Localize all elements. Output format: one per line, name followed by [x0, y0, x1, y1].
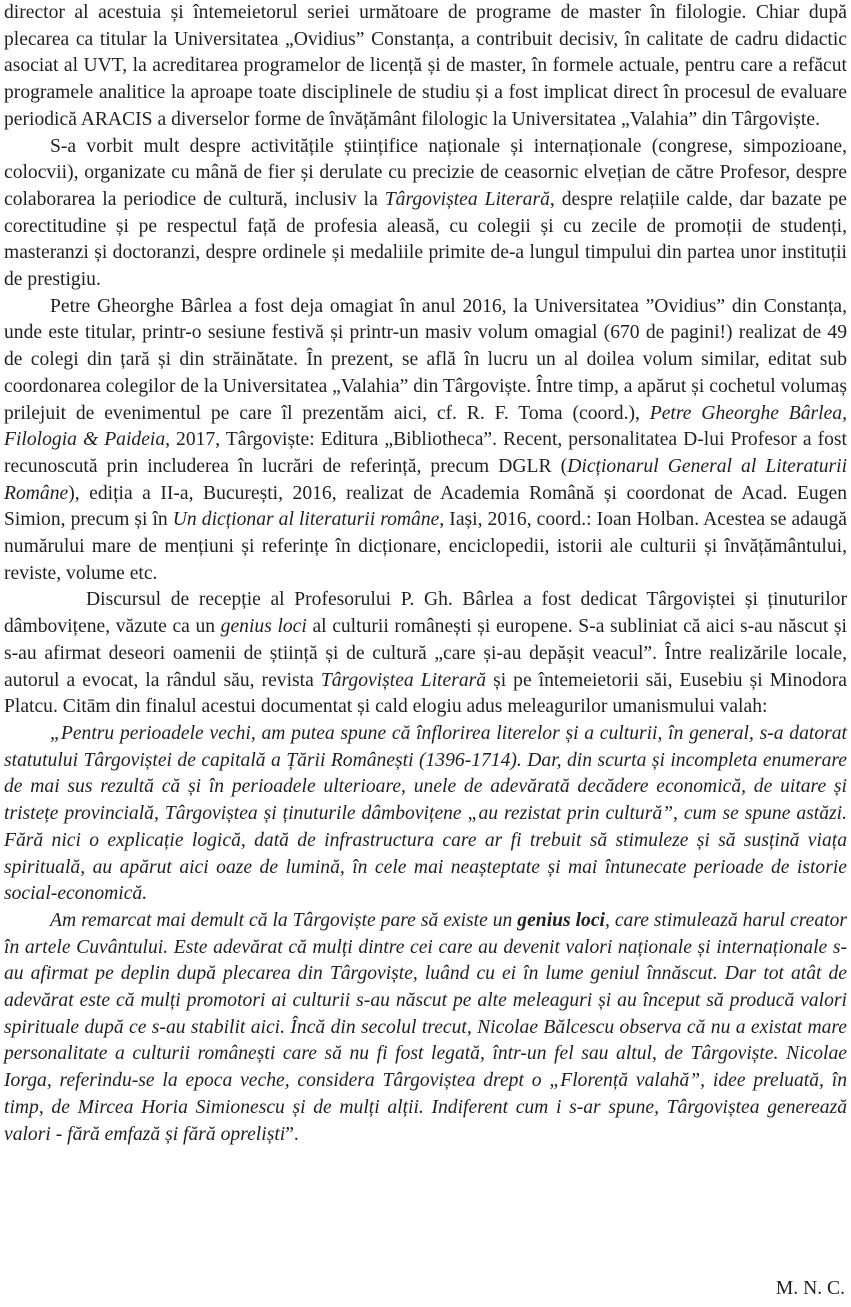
italic-run: Târgoviștea Literară [384, 188, 550, 210]
quote-paragraph-1 [4, 721, 847, 908]
text-run: Am remarcat mai demult că la Târgoviște pare să existe un [50, 909, 518, 931]
text-run: , despre relațiile calde, dar bazate pe corectitudine și pe respectul față de profesia aleasă, cu colegii și cu zecile de promoții de studenți, masteranzi și doctoranzi, despre ordinele și medaliile primite de-a lungul timpului din partea unor instituții de prestigiu. [4, 188, 847, 291]
text-run: Petre Gheorghe Bârlea a fost deja omagiat în anul 2016, la Universitatea ”Ovidius” din Constanța, unde este titular, printr-o sesiune festivă și printr-un masiv volum omagial (670 de pagini!) realizat de 49 de colegi din țară și din străinătate. În prezent, se află în lucru un al doilea volum similar, editat sub coordonarea colegilor de la Universitatea „Valahia” din Târgoviște. Între timp, a apărut și cochetul volumaș prilejuit de evenimentul pe care îl prezentăm aici, cf. R. F. Toma (coord.), [4, 295, 847, 424]
author-signature: M. N. C. [775, 1278, 845, 1299]
italic-run: Târgoviștea Literară [320, 669, 487, 691]
text-run: , Iași, 2016, coord.: Ioan Holban. Acestea se adaugă numărului mare de mențiuni și referințe în dicționare, enciclopedii, istorii ale culturii și învățământului, reviste, volume etc. [4, 509, 847, 584]
text-run: și pe întemeietorii săi, Eusebiu și Minodora Platcu. Citām din finalul acestui documentat și cald elogiu adus meleagurilor umanismului valah: [4, 669, 847, 718]
paragraph-continuation [4, 0, 847, 134]
paragraph-homage-volumes [4, 294, 847, 588]
italic-run: Dicționarul General al Literaturii Române [4, 455, 848, 504]
paragraph-reception-speech [4, 587, 847, 721]
text-run: , 2017, Târgoviște: Editura „Bibliotheca”. Recent, personalitatea D-lui Profesor a fost recunoscută prin includerea în lucrări de referință, precum DGLR ( [4, 429, 847, 477]
italic-run: Un dicționar al literaturii române [172, 509, 440, 531]
text-run: director al acestuia și întemeietorul seriei următoare de programe de master în filologie. Chiar după plecarea ca titular la Universitatea „Ovidius” Constanța, a contribuit decisiv, în calitate de cadru didactic asociat al UVT, la acreditarea programelor de licență și de master, în formele actuale, pentru care a refăcut programele analitice la aproape toate disciplinele de studiu și a fost implicat direct în procesul de evaluare periodică ARACIS a diverselor forme de învățământ filologic la Universitatea „Valahia” din Târgoviște. [4, 2, 847, 130]
text-run: ), ediția a II-a, București, 2016, realizat de Academia Română și coordonat de Acad. Eugen Simion, precum și în [4, 482, 847, 531]
roman-run: ”. [285, 1123, 299, 1145]
text-run: „Pentru perioadele vechi, am putea spune că înflorirea literelor și a culturii, în general, s-a datorat statutului Târgoviștei de capitală a Țării Românești (1396-1714). Dar, din scurta și incompleta enumerare de mai sus rezultă că și în perioadele ulterioare, unele de adevărată decădere economică, de uitare și tristețe provincială, Târgoviștea și ținuturile dâmbovițene „au rezistat prin cultură”, cum se spune astăzi. Fără nici o explicație logică, dată de infrastructura care ar fi trebuit să stimuleze și să susțină viața spirituală, au apărut aici oaze de lumină, în cele mai neașteptate și mai întunecate perioade de istorie social-economică. [4, 722, 847, 905]
quote-paragraph-2 [4, 908, 847, 1148]
text-run: al culturii românești și europene. S-a subliniat că aici s-au născut și s-au afirmat deseori oamenii de știință și de cultură „care și-au depășit veacul”. Între realizările locale, autorul a evocat, la rândul său, revista [4, 616, 847, 691]
text-run: Discursul de recepție al Profesorului P. Gh. Bârlea a fost dedicat Târgoviștei și ținuturilor dâmbovițene, văzute ca un [4, 589, 847, 638]
paragraph-scientific-activities [4, 134, 847, 294]
article-body [4, 0, 847, 1148]
bold-run: genius loci [517, 909, 605, 931]
text-run: S-a vorbit mult despre activitățile științifice naționale și internaționale (congrese, simpozioane, colocvii), organizate cu mână de fier și derulate cu precizie de ceasornic elvețian de către Profesor, despre colaborarea la periodice de cultură, inclusiv la [4, 135, 847, 210]
italic-run: genius loci [220, 616, 307, 638]
text-run: , care stimulează harul creator în artele Cuvântului. Este adevărat că mulți dintre cei care au devenit valori naționale și internaționale s-au afirmat pe deplin după plecarea din Târgoviște, luând cu ei în lume geniul înnăscut. Dar tot atât de adevărat este că mulți promotori ai culturii s-au născut pe alte meleaguri și au început să producă valori spirituale după ce s-au stabilit aici. Încă din secolul trecut, Nicolae Bălcescu observa că nu a existat mare personalitate a culturii românești care să nu fi fost legată, într-un fel sau altul, de Târgoviște. Nicolae Iorga, referindu-se la epoca veche, considera Târgoviștea drept o „Florență valahă”, idee preluată, în timp, de Mircea Horia Simionescu și de mulți alții. Indiferent cum i s-ar spune, Târgoviștea generează valori - fără emfază și fără opreliști [4, 909, 847, 1145]
italic-run: Petre Gheorghe Bârlea, Filologia & Paideia [4, 402, 847, 451]
